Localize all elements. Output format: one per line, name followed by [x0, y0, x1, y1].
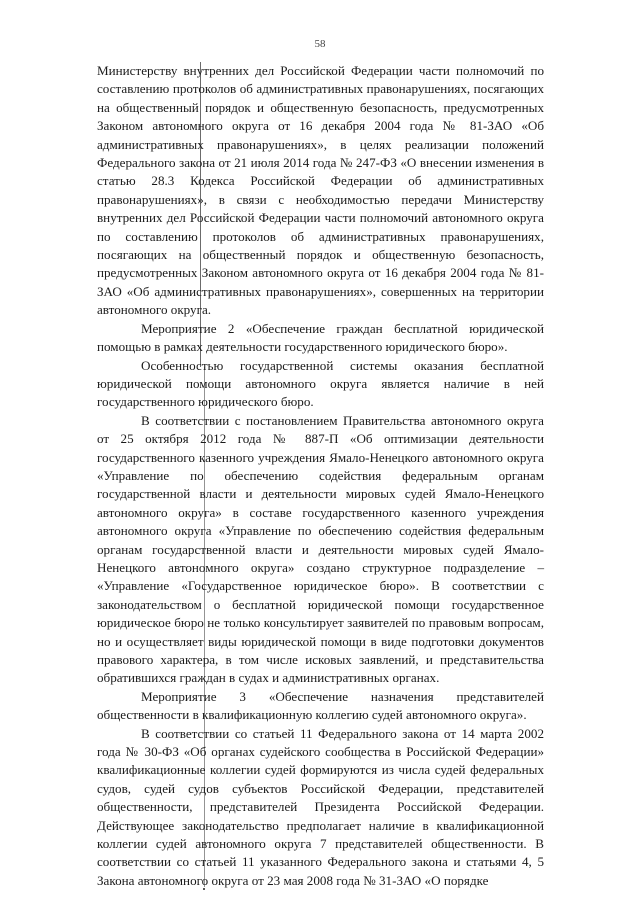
paragraph: Особенностью государственной системы оказания бесплатной юридической помощи автономного округа является наличие в ней государственного юридического бюро.: [97, 357, 544, 410]
paragraph: Мероприятие 3 «Обеспечение назначения представителей общественности в квалификационную коллегию судей автономного округа».: [97, 688, 544, 723]
paragraph: Мероприятие 2 «Обеспечение граждан бесплатной юридической помощью в рамках деятельности государственного юридического бюро».: [97, 320, 544, 355]
page-number: 58: [314, 38, 326, 50]
paragraph: Министерству внутренних дел Российской Федерации части полномочий по составлению протоколов об административных правонарушениях, посягающих на общественный порядок и общественную безопасность, предусмотренных Законом автономного округа от 16 декабря 2004 года № 81-ЗАО «Об административных правонарушениях», в целях реализации положений Федерального закона от 21 июля 2014 года № 247-ФЗ «О внесении изменения в статью 28.3 Кодекса Российской Федерации об административных правонарушениях», в связи с необходимостью передачи Министерству внутренних дел Российской Федерации части полномочий автономного округа по составлению протоколов об административных правонарушениях, посягающих на общественный порядок и общественную безопасность, предусмотренных Законом автономного округа от 16 декабря 2004 года № 81-ЗАО «Об административных правонарушениях», совершенных на территории автономного округа.: [97, 63, 544, 318]
document-body: [97, 62, 544, 890]
paragraph: В соответствии с постановлением Правительства автономного округа от 25 октября 2012 года № 887-П «Об оптимизации деятельности государственного казенного учреждения Ямало-Ненецкого автономного округа «Управление по обеспечению содействия федеральным органам государственной власти и деятельности мировых судей Ямало-Ненецкого автономного округа» в составе государственного казенного учреждения автономного округа «Управление по обеспечению содействия федеральным органам государственной власти и деятельности мировых судей Ямало-Ненецкого автономного округа» создано структурное подразделение – «Управление «Государственное юридическое бюро». В соответствии с законодательством о бесплатной юридической помощи государственное юридическое бюро не только консультирует заявителей по правовым вопросам, но и осуществляет виды юридической помощи в виде подготовки документов правового характера, в том числе исковых заявлений, и представительства обратившихся граждан в судах и административных органах.: [97, 412, 544, 686]
paragraph: В соответствии со статьей 11 Федерального закона от 14 марта 2002 года № 30-ФЗ «Об органах судейского сообщества в Российской Федерации» квалификационные коллегии судей формируются из числа судей федеральных судов, судей судов субъектов Российской Федерации, представителей общественности, представителей Президента Российской Федерации. Действующее законодательство предполагает наличие в квалификационной коллегии судей автономного округа 7 представителей общественности. В соответствии со статьей 11 указанного Федерального закона и статьями 4, 5 Закона автономного округа от 23 мая 2008 года № 31-ЗАО «О порядке: [97, 725, 544, 888]
